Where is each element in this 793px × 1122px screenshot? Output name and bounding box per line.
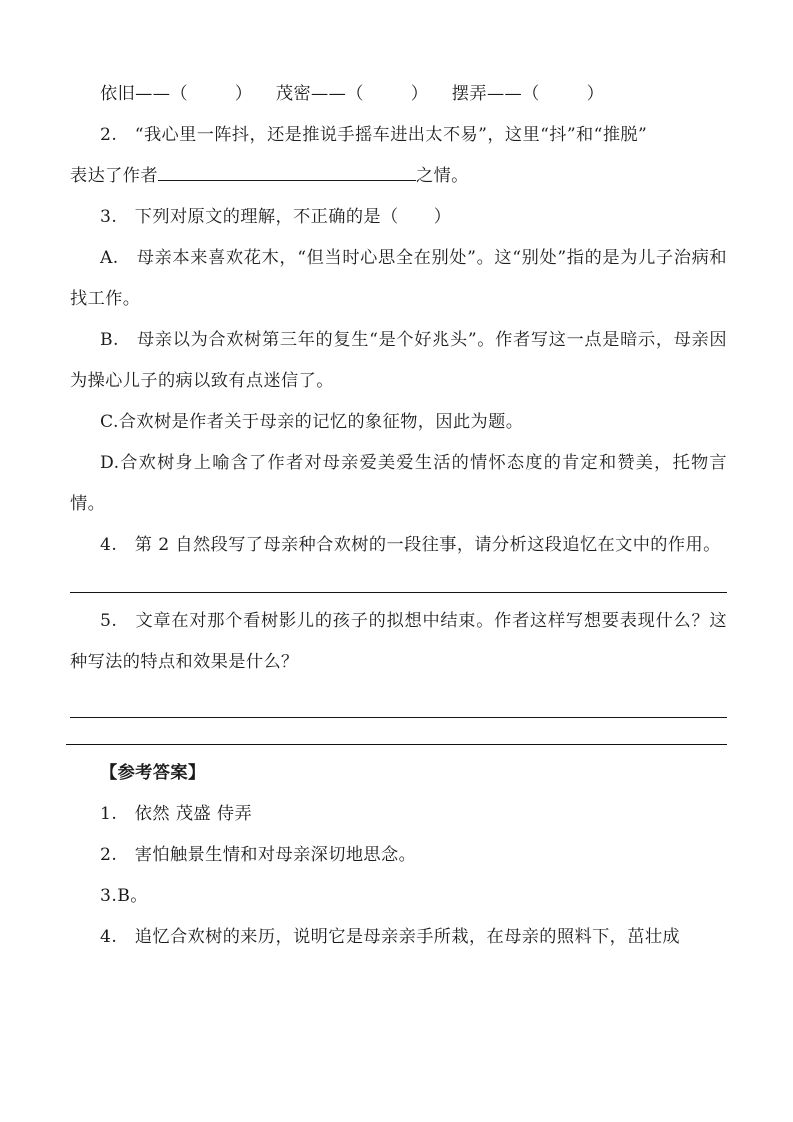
spacer-after-divider bbox=[70, 745, 727, 753]
question-2-line-2 bbox=[70, 156, 727, 197]
spacer-before-answer-rule-2 bbox=[70, 683, 727, 717]
question-2-prefix-text: 表达了作者 bbox=[70, 166, 158, 186]
spacer-before-answer-rule-1 bbox=[70, 566, 727, 592]
answer-item-3: 3.B。 bbox=[100, 886, 148, 906]
question-3-option-a[interactable]: A. 母亲本来喜欢花木，“但当时心思全在别处”。这“别处”指的是为儿子治病和找工作。 bbox=[70, 248, 727, 309]
answer-item-1: 1. 依然 茂盛 侍弄 bbox=[100, 804, 253, 824]
answer-item-2: 2. 害怕触景生情和对母亲深切地思念。 bbox=[100, 845, 417, 865]
question-5-text: 5. 文章在对那个看树影儿的孩子的拟想中结束。作者这样写想要表现什么？这种写法的特点和效果是什么？ bbox=[70, 611, 727, 672]
spacer-after-answer-rule-2 bbox=[70, 718, 727, 744]
question-1-synonym-line: 依旧——（ ） 茂密——（ ） 摆弄——（ ） bbox=[100, 84, 605, 104]
question-3-stem: 3. 下列对原文的理解，不正确的是（ ） bbox=[100, 207, 452, 227]
question-3-option-c[interactable]: C.合欢树是作者关于母亲的记忆的象征物，因此为题。 bbox=[100, 412, 524, 432]
question-4-text: 4. 第 2 自然段写了母亲种合欢树的一段往事，请分析这段追忆在文中的作用。 bbox=[100, 535, 721, 555]
question-2-suffix-text: 之情。 bbox=[415, 166, 469, 186]
question-3-option-d[interactable]: D.合欢树身上喻含了作者对母亲爱美爱生活的情怀态度的肯定和赞美，托物言情。 bbox=[70, 453, 727, 514]
answer-key-heading: 【参考答案】 bbox=[100, 763, 206, 783]
answer-item-4: 4. 追忆合欢树的来历，说明它是母亲亲手所栽，在母亲的照料下，茁壮成 bbox=[100, 927, 681, 947]
spacer-after-answer-rule-1 bbox=[70, 593, 727, 601]
question-3-option-b[interactable]: B. 母亲以为合欢树第三年的复生“是个好兆头”。作者写这一点是暗示，母亲因为操心儿子的病以致有点迷信了。 bbox=[70, 330, 727, 391]
question-2-line-1: 2. “我心里一阵抖，还是推说手摇车进出太不易”，这里“抖”和“推脱” bbox=[100, 125, 648, 145]
question-2-answer-blank[interactable] bbox=[158, 180, 416, 181]
